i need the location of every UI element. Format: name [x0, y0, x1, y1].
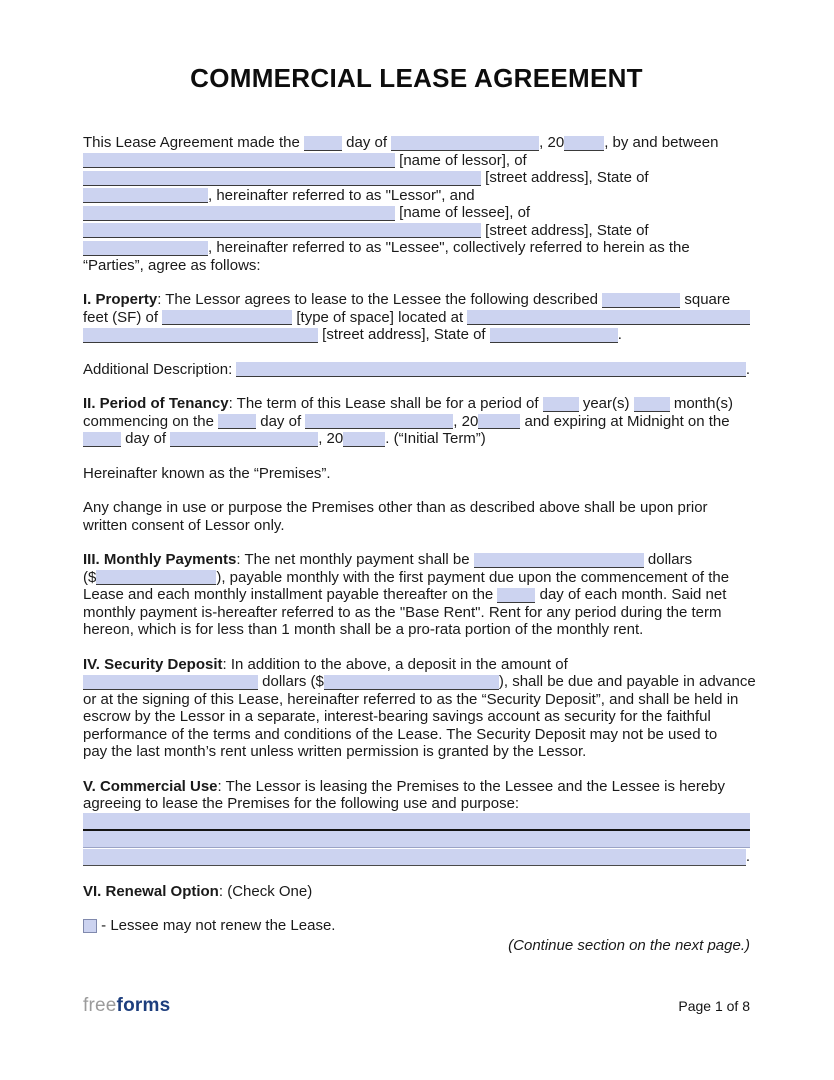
- text-segment: month(s): [669, 395, 734, 412]
- text-line: [83, 309, 750, 327]
- text-segment: VI. Renewal Option: [83, 882, 219, 900]
- text-segment: , 20: [453, 412, 479, 430]
- text-segment: escrow by the Lessor in a separate, interest-bearing savings account as security for the faithful: [83, 708, 711, 725]
- monthly-payment-amount-field[interactable]: [96, 570, 216, 585]
- expiration-day-field[interactable]: [83, 432, 121, 447]
- text-segment: monthly payment is-hereafter referred to as the "Base Rent". Rent for any period during the term: [83, 603, 722, 621]
- text-line: [83, 883, 750, 901]
- text-segment: and expiring at Midnight on the: [520, 412, 730, 430]
- text-segment: day of: [121, 430, 171, 447]
- text-line: [83, 691, 750, 709]
- page-footer: [83, 995, 750, 1017]
- lessee-street-address-field[interactable]: [83, 223, 481, 238]
- text-line: [83, 551, 750, 569]
- text-segment: [type of space] located at: [292, 308, 468, 326]
- text-line: [83, 169, 750, 187]
- commercial-use-line-2-field[interactable]: [83, 831, 750, 848]
- text-segment: This Lease Agreement made the: [83, 134, 304, 151]
- security-deposit-words-field[interactable]: [83, 675, 258, 690]
- text-segment: [name of lessee], of: [395, 204, 531, 221]
- text-segment: square: [680, 291, 731, 308]
- logo-free-text: free: [83, 995, 117, 1016]
- text-segment: [name of lessor], of: [395, 151, 527, 169]
- text-segment: written consent of Lessor only.: [83, 516, 285, 534]
- text-segment: pay the last month’s rent unless written permission is granted by the Lessor.: [83, 743, 587, 760]
- text-segment: - Lessee may not renew the Lease.: [97, 917, 336, 934]
- text-line: [83, 152, 750, 170]
- text-segment: or at the signing of this Lease, hereinafter referred to as the “Security Deposit”, and shall be held in: [83, 690, 739, 708]
- text-segment: Lease and each monthly installment payable thereafter on the: [83, 586, 498, 603]
- section-v-commercial-use: [83, 778, 750, 866]
- section-vi-renewal-option: [83, 883, 750, 901]
- section-iii-monthly-payments: [83, 551, 750, 639]
- type-of-space-field[interactable]: [162, 310, 292, 325]
- expiration-month-field[interactable]: [170, 432, 318, 447]
- text-segment: : The term of this Lease shall be for a period of: [228, 395, 543, 412]
- text-line: [83, 848, 750, 866]
- text-segment: .: [745, 848, 750, 865]
- text-segment: [street address], State of: [318, 326, 490, 343]
- text-segment: IV. Security Deposit: [83, 655, 223, 673]
- monthly-payment-words-field[interactable]: [474, 553, 644, 568]
- text-segment: , hereinafter referred to as "Lessor", and: [208, 186, 475, 204]
- section-iv-security-deposit: [83, 655, 756, 761]
- text-segment: , 20: [539, 134, 565, 151]
- text-segment: day of each month. Said net: [535, 586, 727, 603]
- text-line: [83, 937, 750, 955]
- text-line: [83, 831, 750, 849]
- year-field[interactable]: [564, 136, 604, 151]
- text-line: [83, 813, 750, 831]
- text-segment: Additional Description:: [83, 360, 237, 378]
- text-line: [83, 257, 750, 275]
- property-state-field[interactable]: [490, 328, 618, 343]
- lessee-state-field[interactable]: [83, 241, 208, 256]
- intro-paragraph: [83, 134, 750, 274]
- text-segment: ), shall be due and payable in advance: [498, 673, 756, 690]
- text-line: [83, 395, 750, 413]
- text-segment: .: [617, 326, 622, 343]
- text-line: [83, 673, 756, 691]
- text-segment: hereon, which is for less than 1 month shall be a pro-rata portion of the monthly rent.: [83, 621, 644, 638]
- text-line: [83, 499, 750, 517]
- text-line: [83, 569, 750, 587]
- text-line: [83, 239, 750, 257]
- text-segment: II. Period of Tenancy: [83, 395, 229, 412]
- text-segment: , 20: [318, 430, 344, 447]
- text-line: [83, 726, 750, 744]
- lessor-name-field[interactable]: [83, 153, 395, 168]
- text-segment: [street address], State of: [481, 221, 649, 239]
- text-line: [83, 413, 750, 431]
- text-segment: .: [745, 360, 750, 378]
- text-line: [83, 708, 750, 726]
- text-line: [83, 465, 750, 483]
- text-line: [83, 795, 750, 813]
- renewal-checkbox-no-renew[interactable]: [83, 919, 97, 933]
- term-months-field[interactable]: [634, 397, 670, 412]
- lessor-street-address-field[interactable]: [83, 171, 481, 186]
- commencement-day-field[interactable]: [218, 414, 256, 429]
- text-segment: performance of the terms and conditions of the Lease. The Security Deposit may not be used to: [83, 725, 718, 743]
- text-segment: [street address], State of: [481, 169, 649, 186]
- month-field[interactable]: [391, 136, 539, 151]
- text-segment: : The Lessor agrees to lease to the Lessee the following described: [157, 291, 603, 308]
- text-segment: : (Check One): [218, 882, 313, 900]
- document-body: [83, 134, 756, 954]
- lessee-name-field[interactable]: [83, 206, 395, 221]
- section-ii-period-of-tenancy: [83, 395, 750, 448]
- text-segment: agreeing to lease the Premises for the following use and purpose:: [83, 795, 520, 812]
- text-segment: : The Lessor is leasing the Premises to the Lessee and the Lessee is hereby: [217, 777, 726, 795]
- text-segment: feet (SF) of: [83, 308, 163, 326]
- text-segment: , hereinafter referred to as "Lessee", collectively referred to herein as the: [208, 239, 690, 256]
- text-line: [83, 656, 750, 674]
- page-number: Page 1 of 8: [678, 998, 750, 1014]
- security-deposit-amount-field[interactable]: [324, 675, 499, 690]
- text-line: [83, 517, 750, 535]
- text-line: [83, 621, 750, 639]
- premises-note: [83, 465, 750, 483]
- text-line: [83, 326, 750, 344]
- text-segment: “Parties”, agree as follows:: [83, 256, 261, 274]
- text-line: [83, 430, 750, 448]
- text-segment: day of: [256, 412, 306, 430]
- square-feet-field[interactable]: [602, 293, 680, 308]
- text-line: [83, 917, 750, 935]
- text-segment: commencing on the: [83, 412, 219, 430]
- text-segment: V. Commercial Use: [83, 777, 218, 795]
- text-segment: year(s): [578, 395, 634, 412]
- renewal-option-no-renew: [83, 917, 750, 935]
- commercial-use-line-3-field[interactable]: [83, 849, 746, 866]
- rent-due-day-field[interactable]: [497, 588, 535, 603]
- text-line: [83, 222, 750, 240]
- additional-description-field[interactable]: [236, 362, 745, 377]
- commencement-month-field[interactable]: [305, 414, 453, 429]
- text-line: [83, 204, 750, 222]
- text-segment: III. Monthly Payments: [83, 551, 237, 568]
- text-segment: ), payable monthly with the first payment due upon the commencement of the: [216, 568, 730, 586]
- text-segment: dollars: [643, 551, 693, 568]
- day-of-month-field[interactable]: [304, 136, 342, 151]
- use-change-note: [83, 499, 750, 534]
- text-segment: : In addition to the above, a deposit in the amount of: [222, 655, 568, 673]
- text-segment: Hereinafter known as the “Premises”.: [83, 464, 331, 482]
- section-i-property: [83, 291, 750, 344]
- commercial-use-line-1-field[interactable]: [83, 813, 750, 831]
- freeforms-logo[interactable]: [83, 995, 170, 1017]
- commencement-year-field[interactable]: [478, 414, 520, 429]
- text-segment: , by and between: [604, 134, 719, 151]
- expiration-year-field[interactable]: [343, 432, 385, 447]
- text-line: [83, 291, 750, 309]
- continue-note: [83, 937, 750, 955]
- text-line: [83, 604, 750, 622]
- text-segment: (Continue section on the next page.): [508, 936, 750, 954]
- text-segment: . (“Initial Term”): [385, 430, 486, 447]
- text-segment: : The net monthly payment shall be: [236, 551, 474, 568]
- text-line: [83, 187, 750, 205]
- term-years-field[interactable]: [543, 397, 579, 412]
- logo-forms-text: forms: [116, 995, 171, 1016]
- text-line: [83, 134, 750, 152]
- text-segment: Any change in use or purpose the Premises other than as described above shall be upon prior: [83, 499, 708, 516]
- text-line: [83, 743, 750, 761]
- text-segment: day of: [341, 134, 392, 151]
- property-address-field[interactable]: [467, 310, 750, 325]
- property-address-2-field[interactable]: [83, 328, 318, 343]
- text-line: [83, 586, 750, 604]
- text-segment: dollars ($: [258, 673, 324, 690]
- additional-description: [83, 361, 750, 379]
- lessor-state-field[interactable]: [83, 188, 208, 203]
- text-line: [83, 361, 750, 379]
- document-title: COMMERCIAL LEASE AGREEMENT: [190, 63, 643, 93]
- text-line: [83, 778, 750, 796]
- text-segment: ($: [83, 568, 97, 586]
- text-segment: I. Property: [83, 291, 158, 308]
